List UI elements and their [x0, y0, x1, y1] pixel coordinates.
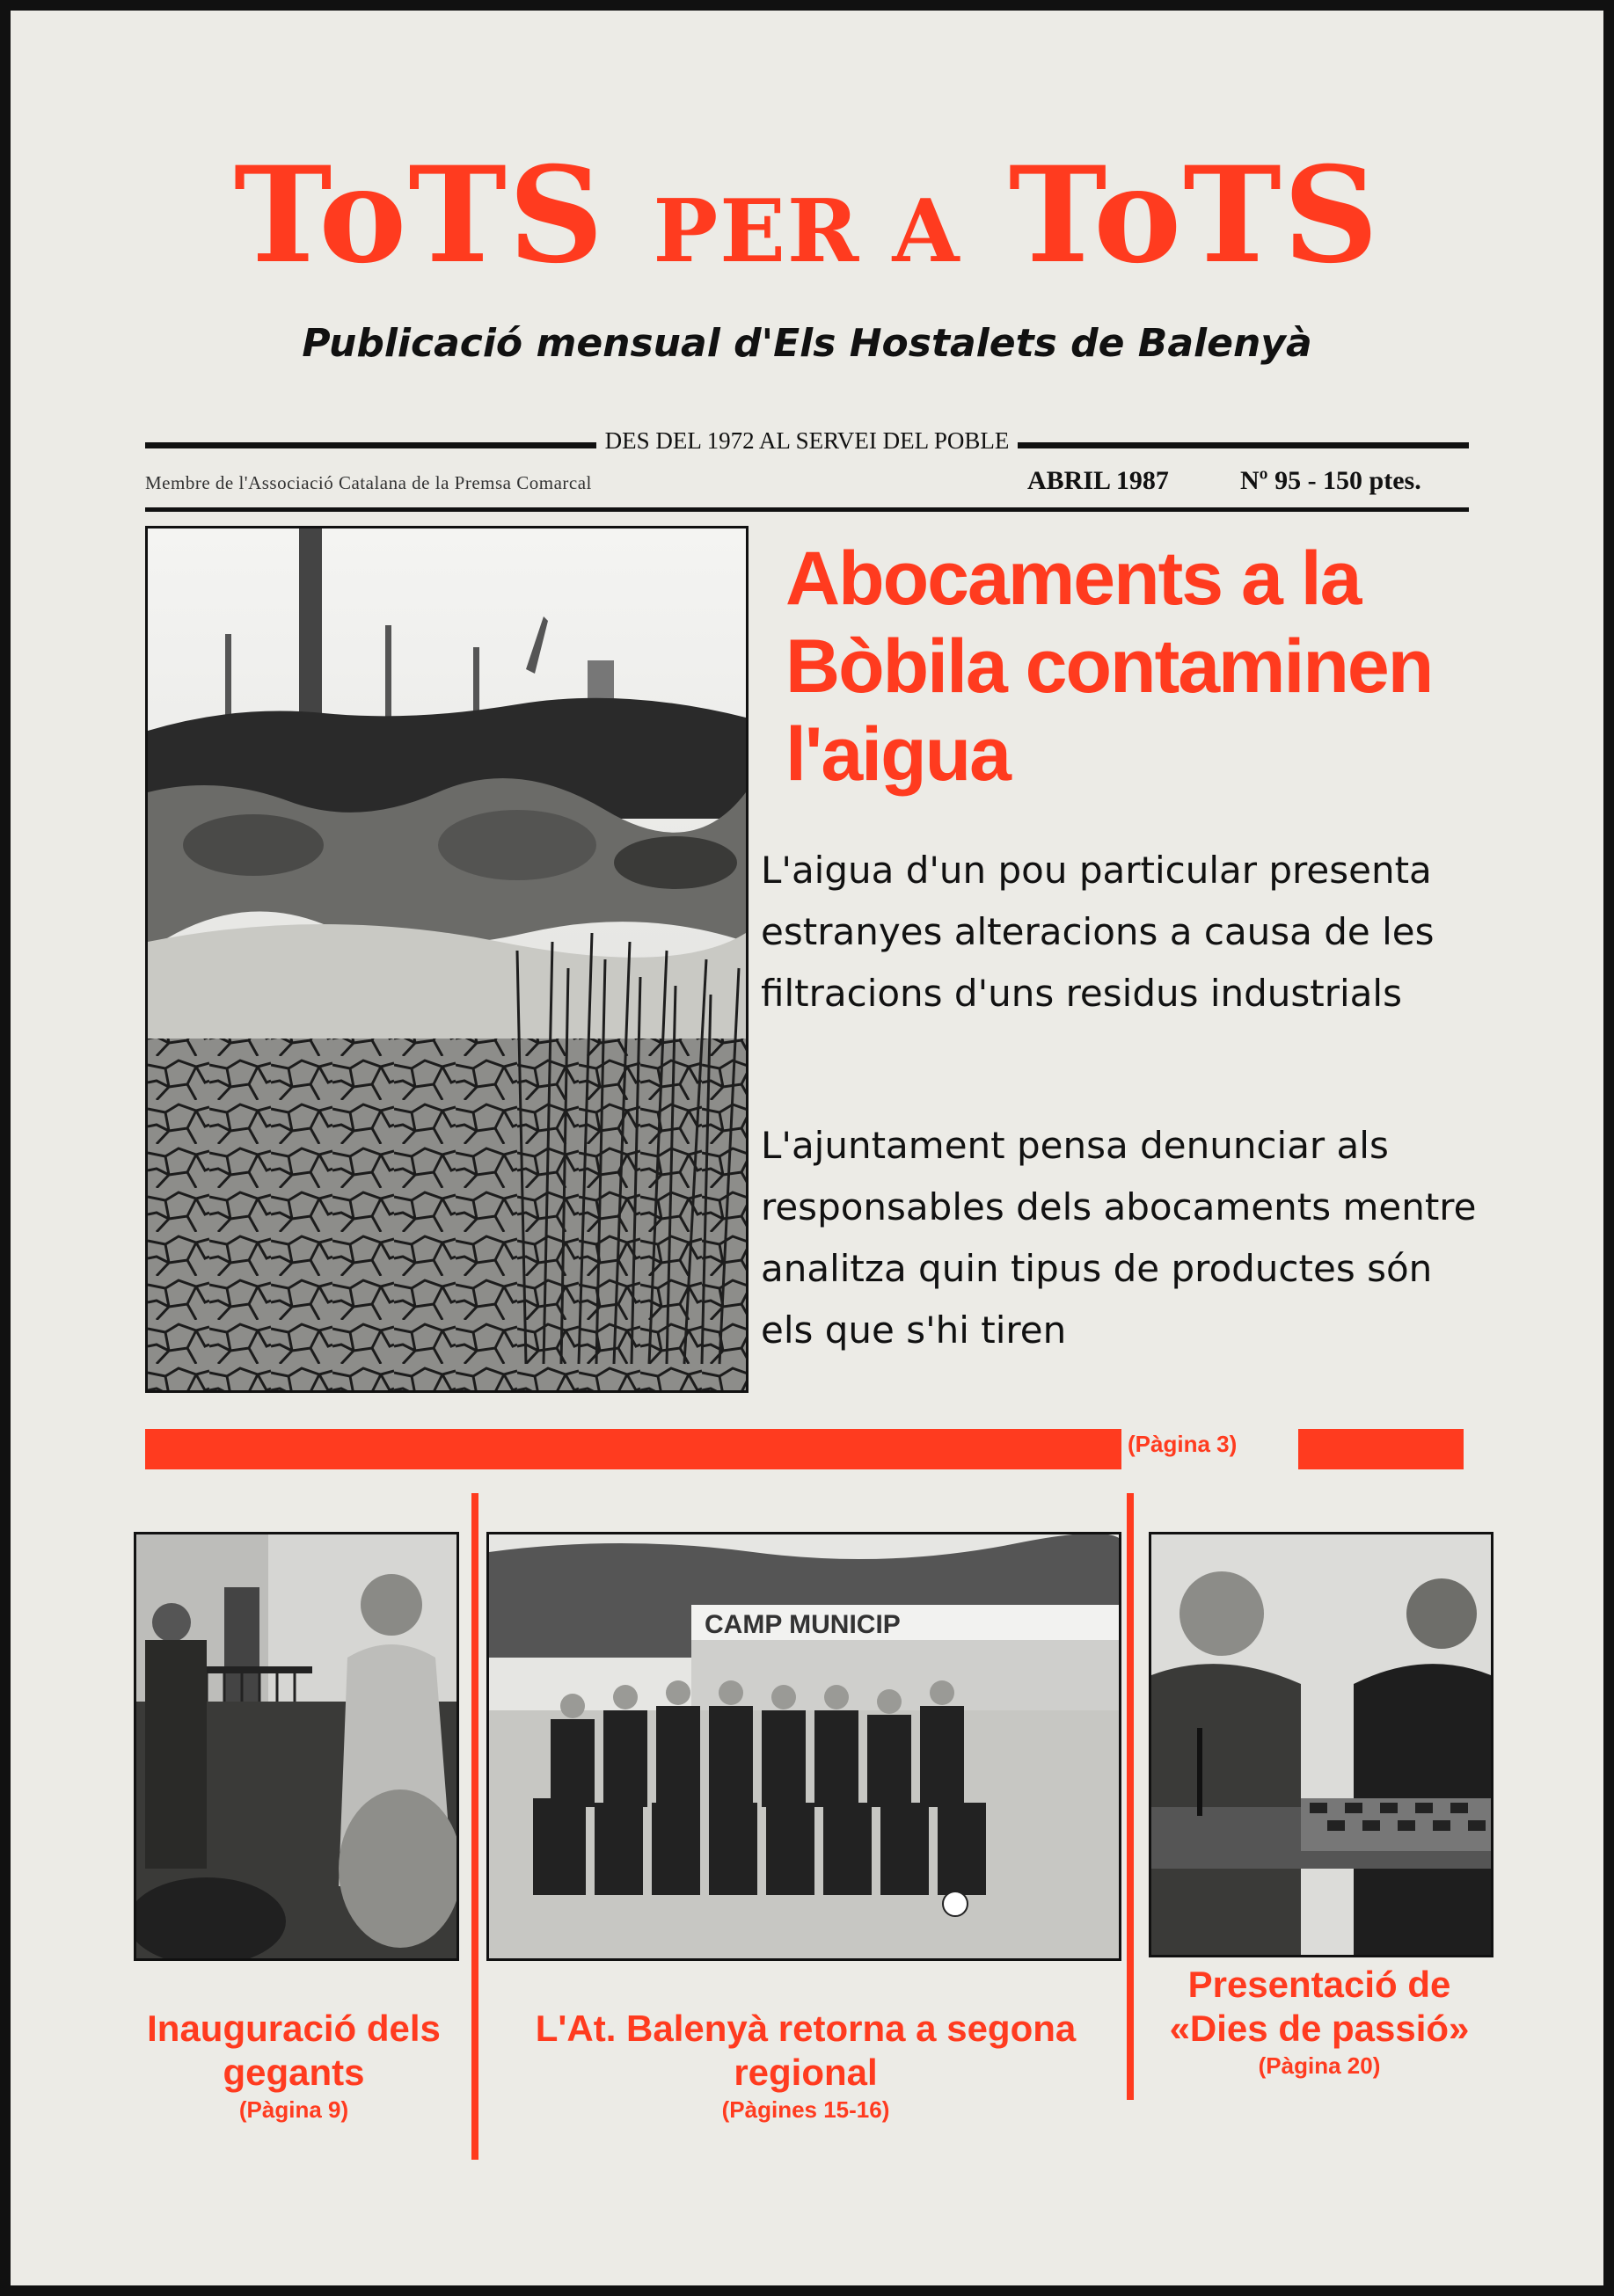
lead-photo-image [148, 528, 746, 1390]
headline-line-3: l'aigua [785, 712, 1010, 797]
issue-date: ABRIL 1987 [1027, 466, 1169, 495]
bottom-rule [145, 507, 1469, 512]
column-separator-1 [471, 1493, 478, 2160]
feature-page-ref-football: (Pàgines 15-16) [721, 2096, 890, 2123]
feature-caption-football [498, 2007, 1114, 2125]
motto-line [0, 427, 1614, 455]
headline-line-2: Bòbila contaminen [785, 624, 1433, 709]
lead-paragraph-2: L'ajuntament pensa denunciar als responsables dels abocaments mentre analitza quin tipus de productes són els que s'hi tiren [761, 1124, 1477, 1352]
column-separator-2 [1127, 1493, 1134, 2100]
feature-title-presentation: Presentació de «Dies de passió» [1169, 1964, 1470, 2049]
lead-page-ref: (Pàgina 3) [1128, 1431, 1238, 1457]
lead-photo [145, 526, 749, 1393]
motto-text: DES DEL 1972 AL SERVEI DEL POBLE [596, 427, 1019, 454]
stadium-sign: CAMP MUNICIP [705, 1610, 901, 1639]
feature-caption-presentation [1143, 1963, 1495, 2081]
feature-page-ref-giants: (Pàgina 9) [238, 2096, 349, 2123]
feature-title-football: L'At. Balenyà retorna a segona regional [535, 2008, 1077, 2093]
feature-caption-giants [134, 2007, 454, 2125]
issue-number-price: Nº 95 - 150 ptes. [1240, 466, 1421, 495]
masthead-word-3: ToTS [1008, 138, 1381, 293]
red-divider-right [1298, 1429, 1464, 1469]
red-divider-left [145, 1429, 1121, 1469]
headline-line-1: Abocaments a la [785, 536, 1361, 621]
feature-title-giants: Inauguració dels gegants [147, 2008, 441, 2093]
masthead-title [0, 138, 1614, 293]
lead-paragraph-1: L'aigua d'un pou particular presenta estranyes alteracions a causa de les filtracions d'uns residus industrials [761, 849, 1435, 1015]
football-team-photo [486, 1532, 1121, 1961]
membership-text: Membre de l'Associació Catalana de la Premsa Comarcal [145, 472, 592, 493]
masthead-subtitle: Publicació mensual d'Els Hostalets de Balenyà [302, 321, 1312, 366]
masthead-word-1: ToTS [233, 138, 606, 293]
lead-headline [785, 535, 1515, 798]
presentation-photo [1149, 1532, 1493, 1957]
giants-photo [134, 1532, 459, 1961]
feature-page-ref-presentation: (Pàgina 20) [1258, 2052, 1381, 2079]
masthead-word-2: PER A [653, 181, 961, 282]
